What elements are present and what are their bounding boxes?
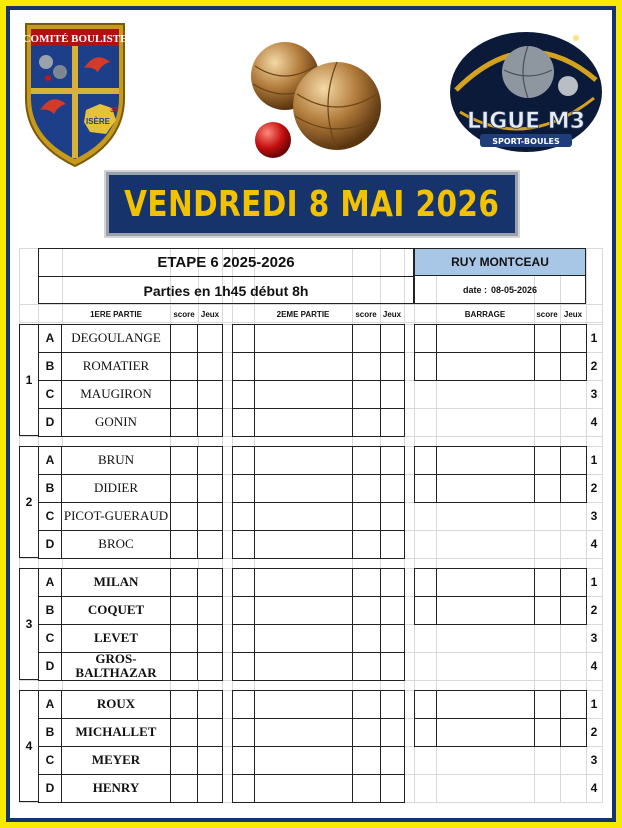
partie2-letter-cell[interactable] [232,530,255,559]
jeux-cell-2[interactable] [380,774,405,803]
col-header-score-2: score [355,309,377,319]
jeux-cell-2[interactable] [380,352,405,381]
barrage-letter-cell[interactable] [414,568,437,597]
partie2-letter-cell[interactable] [232,652,255,681]
player-name: PICOT-GUERAUD [63,508,169,523]
jeux-cell-3[interactable] [560,474,587,503]
jeux-cell-3[interactable] [560,690,587,719]
crest-region: ISÈRE [85,117,111,126]
barrage-letter-cell[interactable] [414,324,437,353]
jeux-cell-3[interactable] [560,352,587,381]
barrage-name-cell[interactable] [436,690,535,719]
jeux-cell-1[interactable] [197,568,223,597]
gridline-vertical [602,248,603,803]
barrage-name-cell[interactable] [436,568,535,597]
partie2-letter-cell[interactable] [232,474,255,503]
date-banner [106,172,518,236]
jeux-cell-1[interactable] [197,718,223,747]
player-letter: C [45,509,55,523]
group-number: 2 [25,495,33,509]
jeux-cell-1[interactable] [197,446,223,475]
col-header-2eme-partie: 2EME PARTIE [276,309,330,319]
rank-label: 4 [590,415,598,429]
barrage-name-cell[interactable] [436,596,535,625]
jeux-cell-1[interactable] [197,530,223,559]
score-cell-3[interactable] [534,324,561,353]
col-header-jeux-2: Jeux [382,309,402,319]
stage-title: ETAPE 6 2025-2026 [157,254,295,271]
player-letter: D [45,415,55,429]
partie2-name-cell[interactable] [254,690,353,719]
score-cell-3[interactable] [534,718,561,747]
score-cell-1[interactable] [170,380,198,409]
partie2-name-cell[interactable] [254,652,353,681]
barrage-name-cell[interactable] [436,446,535,475]
player-name: DEGOULANGE [71,330,161,345]
jeux-cell-3[interactable] [560,324,587,353]
score-cell-1[interactable] [170,446,198,475]
date-value: 08-05-2026 [490,285,538,295]
jeux-cell-1[interactable] [197,746,223,775]
partie2-name-cell[interactable] [254,746,353,775]
jeux-cell-3[interactable] [560,446,587,475]
partie2-name-cell[interactable] [254,774,353,803]
rank-label: 2 [590,359,598,373]
partie2-letter-cell[interactable] [232,690,255,719]
jeux-cell-2[interactable] [380,746,405,775]
player-name: BRUN [97,452,135,467]
score-cell-2[interactable] [352,530,381,559]
jeux-cell-2[interactable] [380,446,405,475]
player-name: MICHALLET [75,724,157,739]
partie2-name-cell[interactable] [254,530,353,559]
partie2-name-cell[interactable] [254,446,353,475]
player-letter: A [45,697,55,711]
score-cell-2[interactable] [352,380,381,409]
partie2-letter-cell[interactable] [232,774,255,803]
col-header-1ere-partie: 1ERE PARTIE [90,309,142,319]
jeux-cell-2[interactable] [380,690,405,719]
ligue-m3-logo [446,20,606,164]
rank-label: 3 [590,753,598,767]
rank-label: 1 [590,697,598,711]
partie2-name-cell[interactable] [254,624,353,653]
rank-label: 2 [590,481,598,495]
score-cell-1[interactable] [170,596,198,625]
partie2-name-cell[interactable] [254,502,353,531]
player-name: MAUGIRON [80,386,152,401]
score-cell-2[interactable] [352,324,381,353]
rank-label: 4 [590,537,598,551]
score-cell-3[interactable] [534,568,561,597]
player-letter: B [45,603,55,617]
player-letter: C [45,631,55,645]
comite-bouliste-crest-logo [22,20,128,170]
partie2-letter-cell[interactable] [232,624,255,653]
jeux-cell-1[interactable] [197,596,223,625]
score-cell-2[interactable] [352,446,381,475]
score-cell-2[interactable] [352,652,381,681]
score-cell-1[interactable] [170,530,198,559]
group-number: 3 [25,617,33,631]
barrage-letter-cell[interactable] [414,352,437,381]
barrage-name-cell[interactable] [436,718,535,747]
score-cell-3[interactable] [534,352,561,381]
jeux-cell-1[interactable] [197,690,223,719]
score-cell-1[interactable] [170,352,198,381]
player-name: DIDIER [93,480,139,495]
partie2-letter-cell[interactable] [232,746,255,775]
score-cell-3[interactable] [534,596,561,625]
partie2-name-cell[interactable] [254,380,353,409]
jeux-cell-1[interactable] [197,408,223,437]
partie2-letter-cell[interactable] [232,352,255,381]
partie2-name-cell[interactable] [254,474,353,503]
jeux-cell-3[interactable] [560,718,587,747]
partie2-letter-cell[interactable] [232,380,255,409]
rank-label: 4 [590,659,598,673]
col-header-score-1: score [173,309,195,319]
parties-info: Parties en 1h45 début 8h [143,282,309,299]
partie2-letter-cell[interactable] [232,596,255,625]
score-cell-2[interactable] [352,568,381,597]
jeux-cell-1[interactable] [197,624,223,653]
player-letter: D [45,781,55,795]
score-cell-2[interactable] [352,746,381,775]
player-letter: B [45,481,55,495]
player-letter: A [45,453,55,467]
score-cell-1[interactable] [170,746,198,775]
score-cell-2[interactable] [352,624,381,653]
partie2-letter-cell[interactable] [232,502,255,531]
score-cell-2[interactable] [352,774,381,803]
score-cell-3[interactable] [534,446,561,475]
barrage-letter-cell[interactable] [414,474,437,503]
barrage-letter-cell[interactable] [414,718,437,747]
ligue-title: LIGUE M3 [466,109,586,134]
player-name: HENRY [92,780,140,795]
score-cell-1[interactable] [170,774,198,803]
player-letter: D [45,659,55,673]
score-cell-2[interactable] [352,352,381,381]
player-name: ROMATIER [82,358,150,373]
partie2-letter-cell[interactable] [232,718,255,747]
jeux-cell-2[interactable] [380,380,405,409]
jeux-cell-1[interactable] [197,652,223,681]
group-number: 4 [25,739,33,753]
score-cell-3[interactable] [534,474,561,503]
date-field [414,278,586,302]
jeux-cell-3[interactable] [560,568,587,597]
barrage-letter-cell[interactable] [414,596,437,625]
score-cell-1[interactable] [170,652,198,681]
rank-label: 2 [590,603,598,617]
jeux-cell-2[interactable] [380,408,405,437]
player-name: COQUET [87,602,145,617]
score-cell-1[interactable] [170,408,198,437]
player-name: GONIN [95,414,137,429]
score-cell-1[interactable] [170,568,198,597]
player-name: GROS- BALTHAZAR [75,651,157,680]
jeux-cell-1[interactable] [197,380,223,409]
barrage-letter-cell[interactable] [414,690,437,719]
col-header-score-3: score [536,309,558,319]
score-cell-2[interactable] [352,502,381,531]
date-label: date : [462,285,487,295]
rank-label: 1 [590,575,598,589]
ligue-subtitle: SPORT-BOULES [492,137,560,146]
player-name: MEYER [91,752,141,767]
jeux-cell-2[interactable] [380,596,405,625]
score-cell-2[interactable] [352,718,381,747]
barrage-letter-cell[interactable] [414,446,437,475]
jeux-cell-2[interactable] [380,624,405,653]
group-number: 1 [25,373,33,387]
col-header-jeux-1: Jeux [200,309,220,319]
player-name: LEVET [93,630,139,645]
jeux-cell-2[interactable] [380,474,405,503]
score-cell-1[interactable] [170,718,198,747]
score-cell-2[interactable] [352,474,381,503]
partie2-name-cell[interactable] [254,408,353,437]
jeux-cell-1[interactable] [197,352,223,381]
score-cell-2[interactable] [352,408,381,437]
jeux-cell-1[interactable] [197,324,223,353]
player-letter: C [45,753,55,767]
rank-label: 4 [590,781,598,795]
venue-name: RUY MONTCEAU [414,248,586,276]
player-name: ROUX [96,696,136,711]
score-cell-1[interactable] [170,690,198,719]
col-header-jeux-3: Jeux [563,309,583,319]
score-cell-1[interactable] [170,474,198,503]
jeux-cell-1[interactable] [197,774,223,803]
player-name: BROC [98,536,134,551]
score-cell-1[interactable] [170,324,198,353]
barrage-name-cell[interactable] [436,474,535,503]
score-cell-3[interactable] [534,690,561,719]
jeux-cell-2[interactable] [380,568,405,597]
jeux-cell-2[interactable] [380,530,405,559]
partie2-name-cell[interactable] [254,718,353,747]
score-cell-2[interactable] [352,596,381,625]
player-letter: B [45,359,55,373]
jeux-cell-2[interactable] [380,324,405,353]
gridline-horizontal [19,304,603,305]
score-cell-1[interactable] [170,624,198,653]
jeux-cell-3[interactable] [560,596,587,625]
jeux-cell-1[interactable] [197,502,223,531]
barrage-name-cell[interactable] [436,324,535,353]
jeux-cell-2[interactable] [380,718,405,747]
player-letter: A [45,575,55,589]
gridline-horizontal [19,322,603,323]
rank-label: 1 [590,453,598,467]
rank-label: 2 [590,725,598,739]
jeux-cell-2[interactable] [380,652,405,681]
player-letter: D [45,537,55,551]
crest-text: COMITÉ BOULISTE [22,33,128,45]
rank-label: 3 [590,631,598,645]
partie2-name-cell[interactable] [254,568,353,597]
partie2-letter-cell[interactable] [232,324,255,353]
rank-label: 3 [590,387,598,401]
jeux-cell-2[interactable] [380,502,405,531]
petanque-balls-image [235,36,395,166]
jeux-cell-1[interactable] [197,474,223,503]
crest-number: 38 [110,107,118,114]
rank-label: 3 [590,509,598,523]
score-cell-1[interactable] [170,502,198,531]
col-header-barrage: BARRAGE [464,309,506,319]
partie2-letter-cell[interactable] [232,568,255,597]
player-letter: B [45,725,55,739]
barrage-name-cell[interactable] [436,352,535,381]
player-name: MILAN [93,574,139,589]
partie2-letter-cell[interactable] [232,408,255,437]
rank-label: 1 [590,331,598,345]
partie2-name-cell[interactable] [254,352,353,381]
partie2-name-cell[interactable] [254,324,353,353]
partie2-letter-cell[interactable] [232,446,255,475]
partie2-name-cell[interactable] [254,596,353,625]
player-letter: C [45,387,55,401]
banner-date-title: VENDREDI 8 MAI 2026 [124,183,500,225]
score-cell-2[interactable] [352,690,381,719]
player-letter: A [45,331,55,345]
